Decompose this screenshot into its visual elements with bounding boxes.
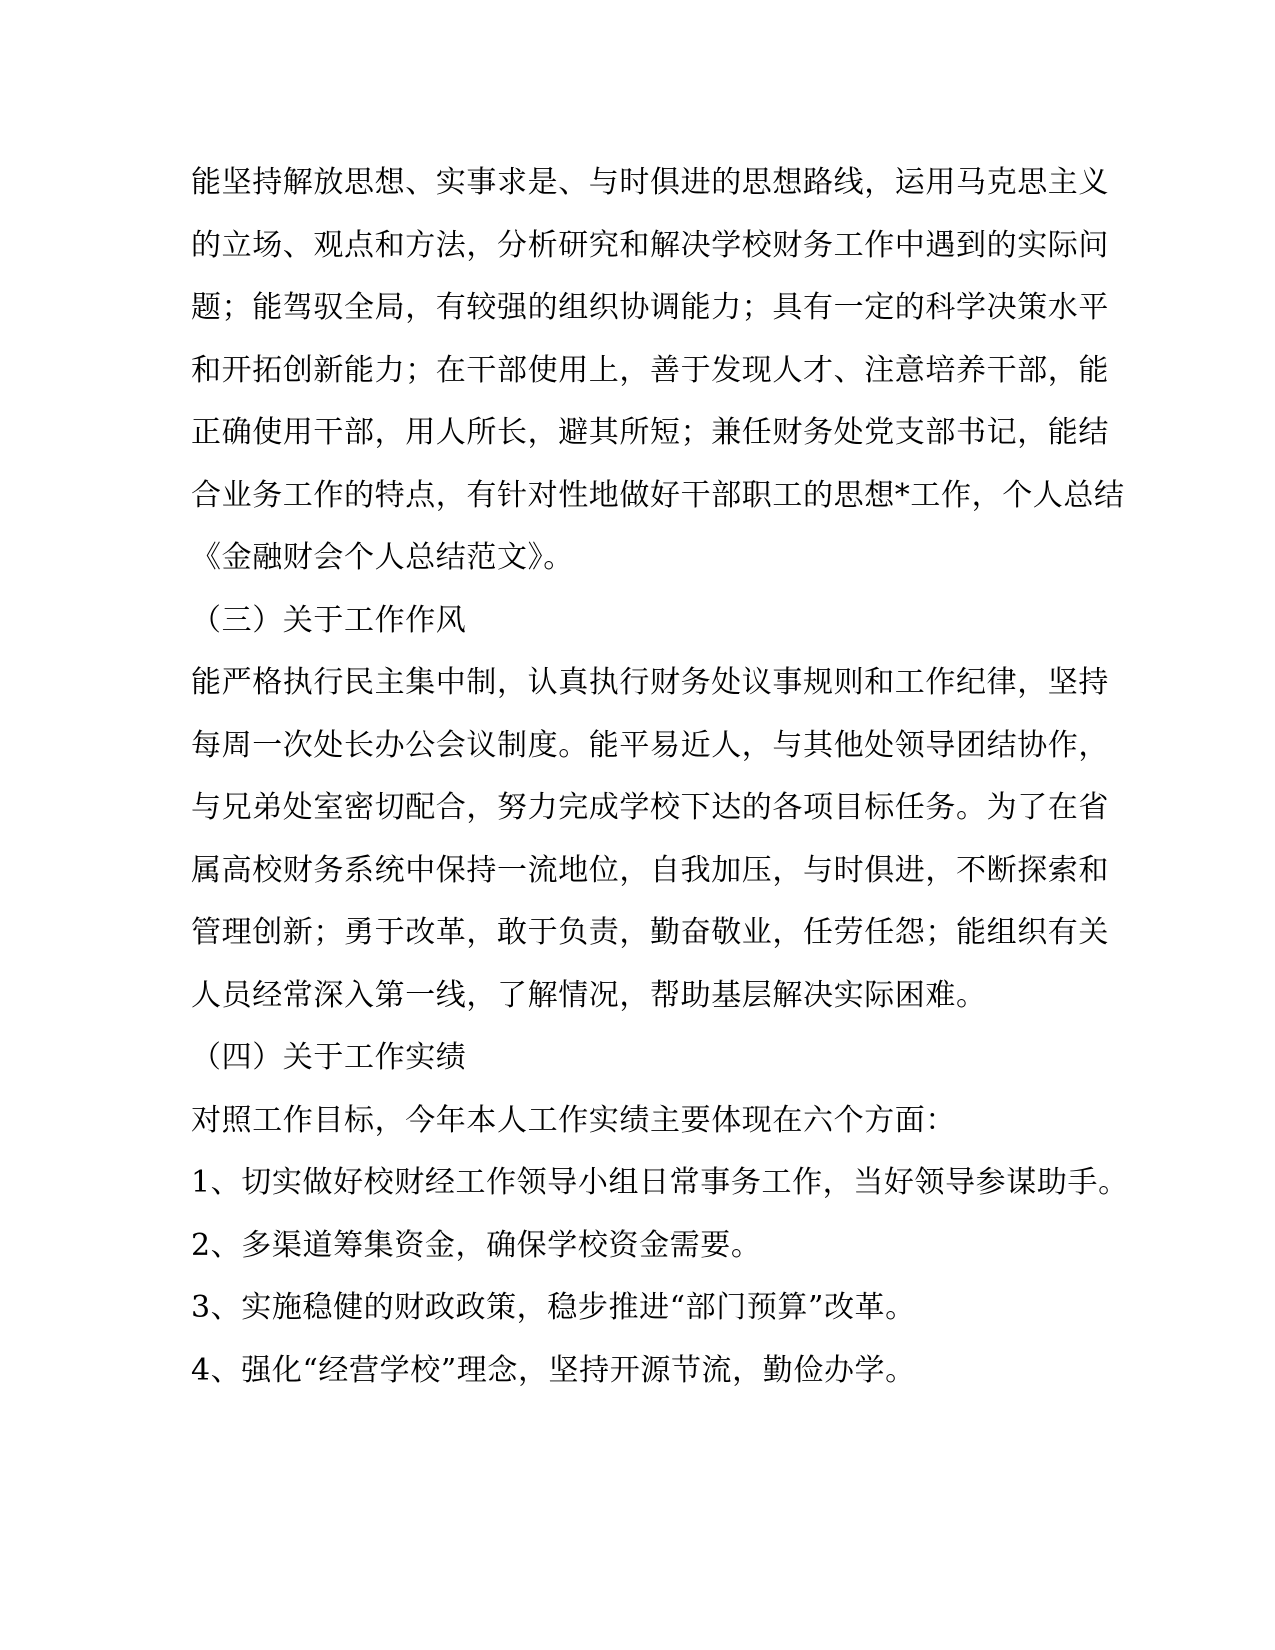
body-text-line: 的立场、观点和方法，分析研究和解决学校财务工作中遇到的实际问 (191, 228, 1109, 263)
body-text-line: 能严格执行民主集中制，认真执行财务处议事规则和工作纪律，坚持 (191, 665, 1109, 700)
body-text-line: 和开拓创新能力；在干部使用上，善于发现人才、注意培养干部，能 (191, 353, 1109, 388)
section-heading: （三）关于工作作风 (191, 603, 467, 638)
section-heading: （四）关于工作实绩 (191, 1040, 467, 1075)
body-text-line: 合业务工作的特点，有针对性地做好干部职工的思想*工作，个人总结 (191, 478, 1125, 513)
body-text-line: 人员经常深入第一线，了解情况，帮助基层解决实际困难。 (191, 978, 987, 1013)
body-text-line: 每周一次处长办公会议制度。能平易近人，与其他处领导团结协作， (191, 728, 1109, 763)
body-text-line: 管理创新；勇于改革，敢于负责，勤奋敬业，任劳任怨；能组织有关 (191, 915, 1109, 950)
body-text-line: 《金融财会个人总结范文》。 (191, 540, 574, 575)
body-text-line: 与兄弟处室密切配合，努力完成学校下达的各项目标任务。为了在省 (191, 790, 1109, 825)
list-item: 3、实施稳健的财政政策，稳步推进“部门预算”改革。 (191, 1290, 916, 1325)
body-text-line: 能坚持解放思想、实事求是、与时俱进的思想路线，运用马克思主义 (191, 165, 1109, 200)
list-item: 4、强化“经营学校”理念，坚持开源节流，勤俭办学。 (191, 1353, 916, 1388)
body-text-line: 属高校财务系统中保持一流地位，自我加压，与时俱进，不断探索和 (191, 853, 1109, 888)
body-text-line: 题；能驾驭全局，有较强的组织协调能力；具有一定的科学决策水平 (191, 290, 1109, 325)
list-item: 1、切实做好校财经工作领导小组日常事务工作，当好领导参谋助手。 (191, 1165, 1129, 1200)
body-text-line: 正确使用干部，用人所长，避其所短；兼任财务处党支部书记，能结 (191, 415, 1109, 450)
list-item: 2、多渠道筹集资金，确保学校资金需要。 (191, 1228, 762, 1263)
body-text-line: 对照工作目标，今年本人工作实绩主要体现在六个方面： (191, 1103, 956, 1138)
